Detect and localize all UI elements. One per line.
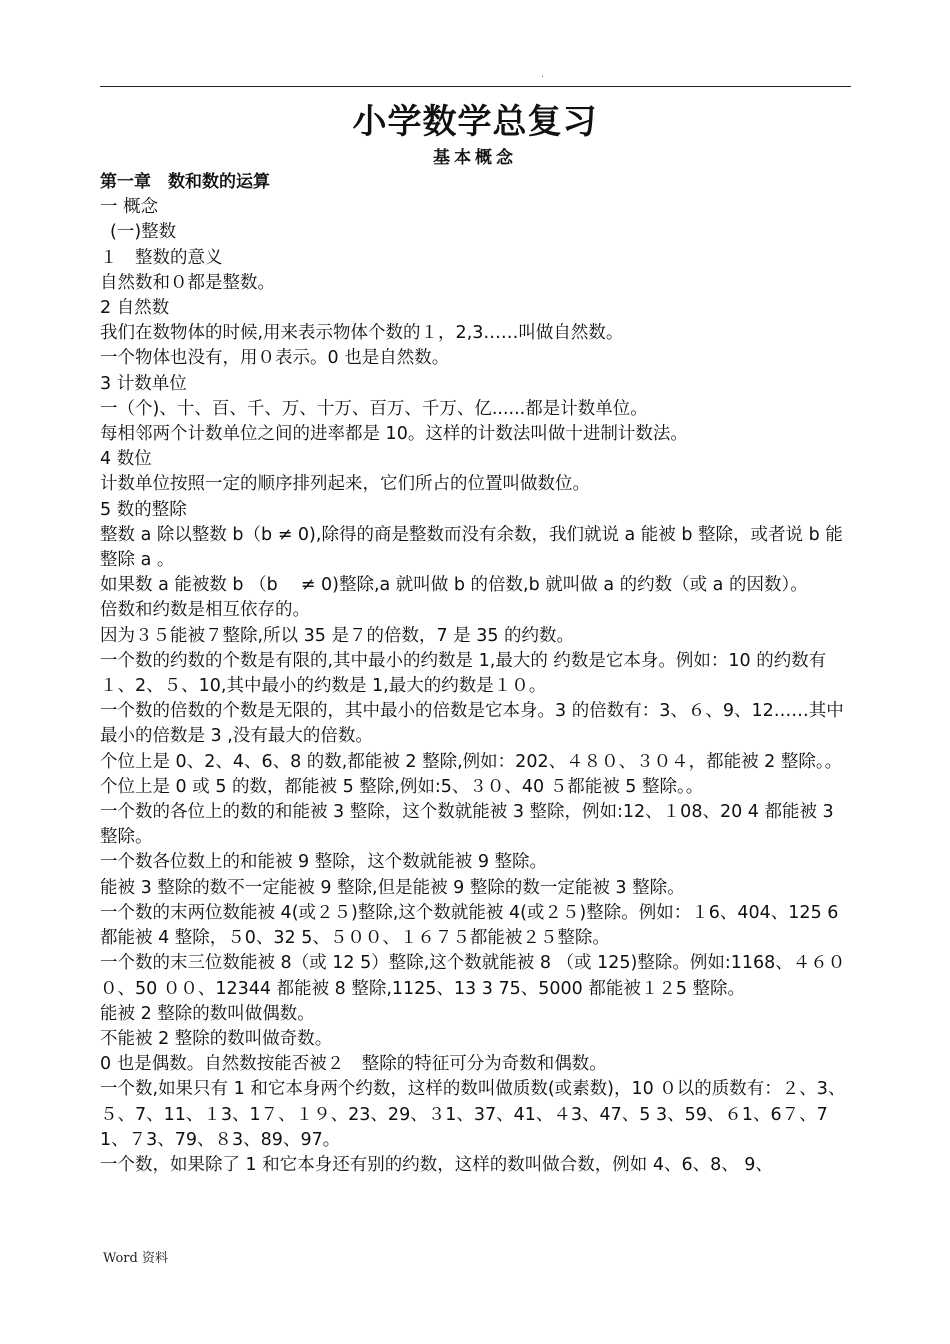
paragraph: 一个数，如果除了 1 和它本身还有别的约数，这样的数叫做合数，例如 4、6、8、 9、 (100, 1154, 773, 1175)
header-dot: . (541, 70, 544, 80)
paragraph: 我们在数物体的时候,用来表示物体个数的１，2,3……叫做自然数。 (100, 323, 624, 344)
document-subtitle: 基本概念 (433, 148, 517, 168)
document-title: 小学数学总复习 (352, 102, 598, 142)
paragraph: 自然数和０都是整数。 (100, 272, 275, 293)
paragraph: 每相邻两个计数单位之间的进率都是 10。这样的计数法叫做十进制计数法。 (100, 424, 688, 445)
topic-heading: 4 数位 (100, 449, 152, 470)
paragraph: 一个数的倍数的个数是无限的，其中最小的倍数是它本身。3 的倍数有：3、６、9、12……其中最小的倍数是 3 ,没有最大的倍数。 (100, 701, 844, 747)
paragraph: 个位上是 0 或 5 的数，都能被 5 整除,例如:5、３０、40 ５都能被 5 整除。。 (100, 776, 704, 797)
header-divider (100, 86, 851, 87)
topic-heading: 3 计数单位 (100, 373, 187, 394)
topic-heading: １ 整数的意义 (100, 247, 223, 268)
paragraph: 计数单位按照一定的顺序排列起来，它们所占的位置叫做数位。 (100, 474, 590, 495)
paragraph: 一个数的约数的个数是有限的,其中最小的约数是 1,最大的 约数是它本身。例如：10 的约数有１、2、５、10,其中最小的约数是 1,最大的约数是１０。 (100, 650, 827, 697)
topic-heading: 2 自然数 (100, 298, 170, 319)
section-heading: 一 概念 (100, 197, 159, 218)
paragraph: 能被 3 整除的数不一定能被 9 整除,但是能被 9 整除的数一定能被 3 整除。 (100, 877, 685, 898)
paragraph: 能被 2 整除的数叫做偶数。 (100, 1003, 315, 1024)
subsection-heading: (一)整数 (110, 222, 177, 243)
paragraph: 一个数,如果只有 1 和它本身两个约数，这样的数叫做质数(或素数)，10 ０以的质数有：２、3、５、7、11、１3、1７、１９、23、29、３1、37、41、４3、47、5 3、59、６1、6７、71、７3、79、８3、89、97。 (100, 1079, 846, 1150)
document-body (100, 170, 852, 1178)
paragraph: 一个数的各位上的数的和能被 3 整除，这个数就能被 3 整除，例如:12、１08、20 4 都能被 3 整除。 (100, 802, 834, 848)
paragraph: 一（个)、十、百、千、万、十万、百万、千万、亿......都是计数单位。 (100, 398, 648, 419)
paragraph: 一个物体也没有，用０表示。0 也是自然数。 (100, 348, 450, 369)
paragraph: 因为３５能被７整除,所以 35 是７的倍数，7 是 35 的约数。 (100, 625, 575, 646)
chapter-heading: 第一章 数和数的运算 (100, 172, 270, 192)
page-footer: Word 资料 (103, 1251, 168, 1266)
paragraph: 一个数的末三位数能被 8（或 12 5）整除,这个数就能被 8 （或 125)整除。例如:1168、４６００、50 ００、12344 都能被 8 整除,1125、13 3 75、5000 都能被１２5 整除。 (100, 953, 846, 999)
paragraph: 整数 a 除以整数 b（b ≠ 0),除得的商是整数而没有余数，我们就说 a 能被 b 整除，或者说 b 能整除 a 。 (100, 524, 843, 571)
paragraph: 一个数各位数上的和能被 9 整除，这个数就能被 9 整除。 (100, 852, 548, 873)
paragraph: 不能被 2 整除的数叫做奇数。 (100, 1028, 333, 1049)
paragraph: 如果数 a 能被数 b （b ≠ 0)整除,a 就叫做 b 的倍数,b 就叫做 a 的约数（或 a 的因数）。 (100, 575, 808, 596)
paragraph: 一个数的末两位数能被 4(或２５)整除,这个数就能被 4(或２５)整除。例如：１6、404、125 6 都能被 4 整除，５0、32 5、５００、１６７５都能被２５整除。 (100, 902, 839, 949)
paragraph: 个位上是 0、2、4、6、8 的数,都能被 2 整除,例如：202、４８０、３０４，都能被 2 整除。。 (100, 751, 843, 772)
topic-heading: 5 数的整除 (100, 499, 187, 520)
paragraph: 0 也是偶数。自然数按能否被２ 整除的特征可分为奇数和偶数。 (100, 1054, 607, 1075)
paragraph: 倍数和约数是相互依存的。 (100, 600, 310, 621)
